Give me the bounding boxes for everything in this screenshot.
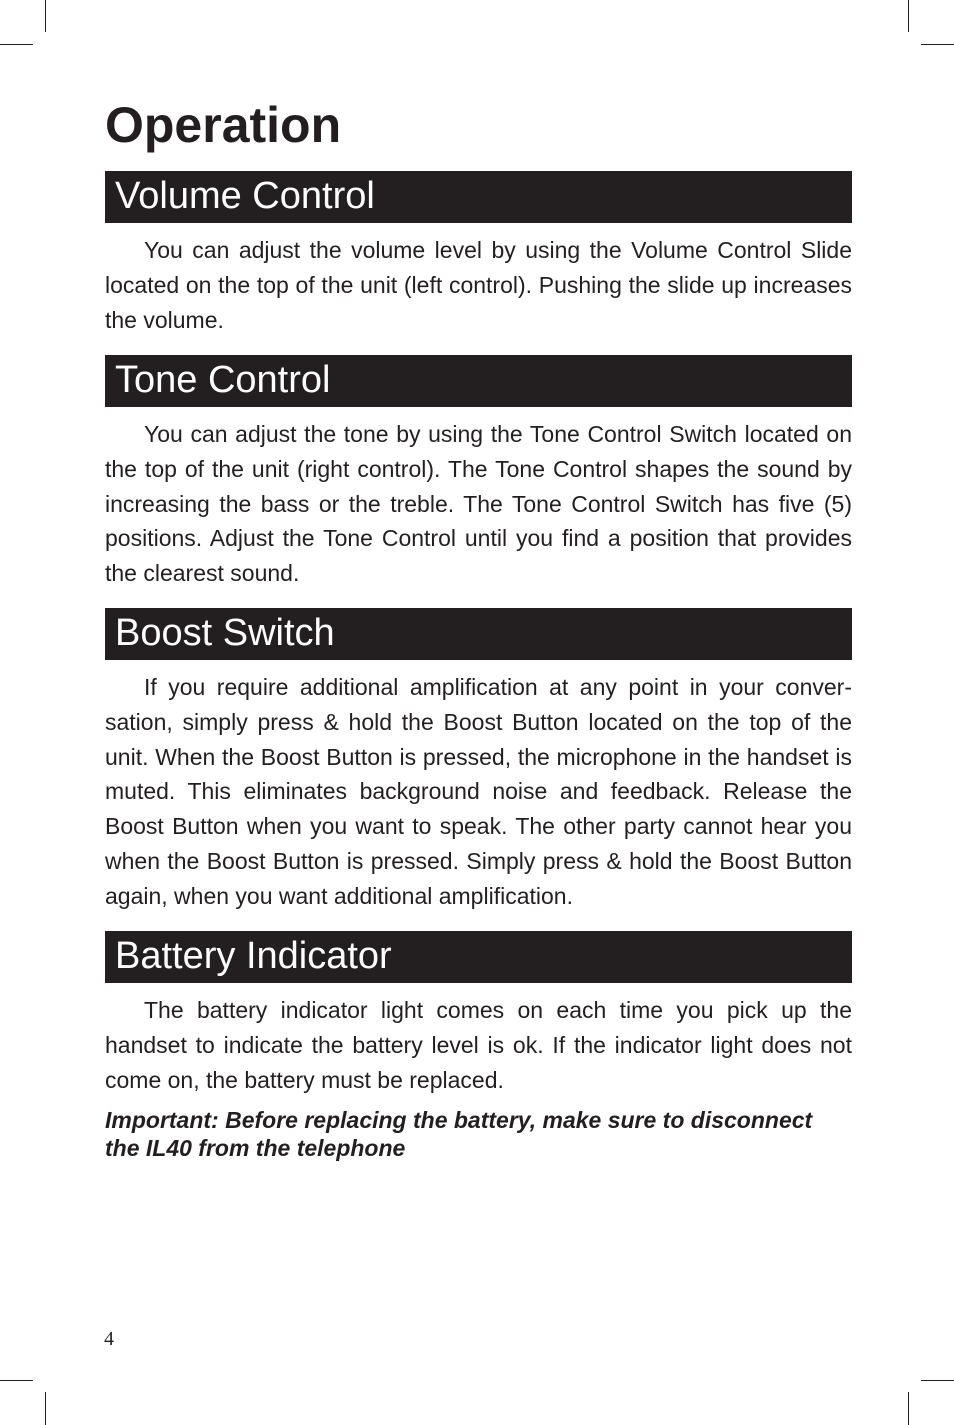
- section-battery-indicator: [105, 931, 852, 1097]
- crop-mark-bottom-right-vertical: [908, 1392, 909, 1425]
- section-body: If you require additional amplification at any point in your conversation, simply press & hold the Boost Button located on the top of the unit. When the Boost Button is pressed, the microphone in the handset is muted. This eliminates background noise and feedback. Release the Boost Button when you want to speak. The other party cannot hear you when the Boost Button is pressed. Simply press & hold the Boost Button again, when you want additional amplification.: [105, 674, 852, 909]
- section-heading: Volume Control: [105, 171, 852, 223]
- crop-mark-top-right-vertical: [908, 0, 909, 32]
- crop-mark-bottom-left-horizontal: [0, 1380, 33, 1381]
- crop-mark-top-left-horizontal: [0, 44, 33, 45]
- section-boost-switch: [105, 608, 852, 914]
- crop-mark-top-right-horizontal: [921, 44, 954, 45]
- important-note: Important: Before replacing the battery, make sure to disconnect the IL40 from the telephone: [105, 1107, 813, 1161]
- section-heading: Battery Indicator: [105, 931, 852, 983]
- section-heading: Tone Control: [105, 355, 852, 407]
- crop-mark-bottom-right-horizontal: [921, 1380, 954, 1381]
- section-body: You can adjust the tone by using the Tone Control Switch located on the top of the unit (right control). The Tone Control shapes the sound by increasing the bass or the treble. The Tone Control Switch has five (5) positions. Adjust the Tone Control until you find a position that provides the clearest sound.: [105, 421, 852, 587]
- page-title: Operation: [105, 97, 342, 153]
- section-body: The battery indicator light comes on each time you pick up the handset to indicate the battery level is ok. If the indicator light does not come on, the battery must be replaced.: [105, 997, 852, 1093]
- section-body: You can adjust the volume level by using the Volume Control Slide located on the top of the unit (left control). Pushing the slide up increases the volume.: [105, 237, 852, 333]
- page-number: 4: [104, 1328, 114, 1350]
- section-tone-control: [105, 355, 852, 591]
- section-volume-control: [105, 171, 852, 337]
- crop-mark-top-left-vertical: [45, 0, 46, 32]
- section-heading: Boost Switch: [105, 608, 852, 660]
- crop-mark-bottom-left-vertical: [45, 1392, 46, 1425]
